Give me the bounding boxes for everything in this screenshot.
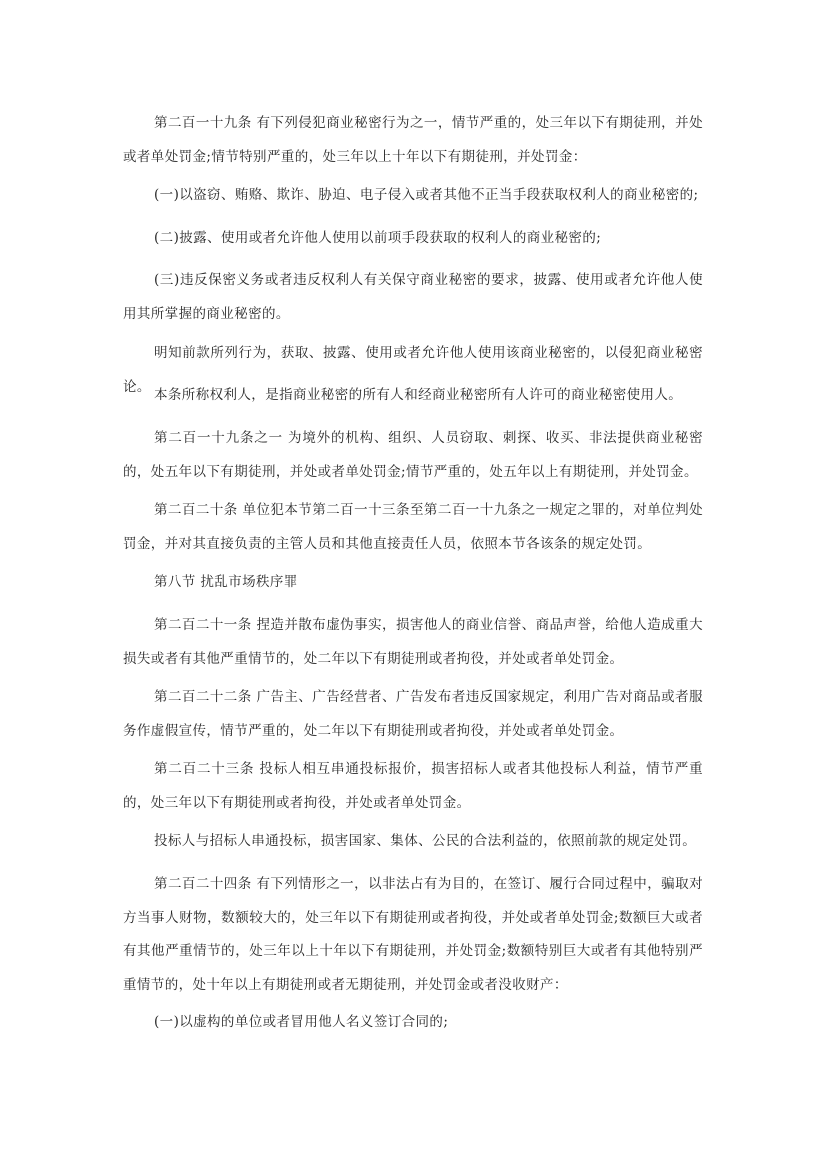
article-221: 第二百二十一条 捏造并散布虚伪事实，损害他人的商业信誉、商品声誉，给他人造成重大损失或者有其他严重情节的，处二年以下有期徒刑或者拘役，并处或者单处罚金。 bbox=[123, 617, 703, 667]
article-223: 第二百二十三条 投标人相互串通投标报价，损害招标人或者其他投标人利益，情节严重的，处三年以下有期徒刑或者拘役，并处或者单处罚金。 bbox=[123, 761, 703, 811]
section-8-heading: 第八节 扰乱市场秩序罪 bbox=[154, 574, 298, 590]
article-222: 第二百二十二条 广告主、广告经营者、广告发布者违反国家规定，利用广告对商品或者服务作虚假宣传，情节严重的，处二年以下有期徒刑或者拘役，并处或者单处罚金。 bbox=[123, 689, 703, 739]
article-219-item-2: (二)披露、使用或者允许他人使用以前项手段获取的权利人的商业秘密的; bbox=[154, 230, 602, 246]
article-219: 第二百一十九条 有下列侵犯商业秘密行为之一，情节严重的，处三年以下有期徒刑，并处或者单处罚金;情节特别严重的，处三年以上十年以下有期徒刑，并处罚金： bbox=[123, 115, 703, 165]
article-219-item-1: (一)以盗窃、贿赂、欺诈、胁迫、电子侵入或者其他不正当手段获取权利人的商业秘密的; bbox=[154, 187, 699, 203]
article-223-para-2: 投标人与招标人串通投标，损害国家、集体、公民的合法利益的，依照前款的规定处罚。 bbox=[154, 833, 697, 849]
article-219-para-3: 本条所称权利人，是指商业秘密的所有人和经商业秘密所有人许可的商业秘密使用人。 bbox=[154, 387, 683, 403]
article-224: 第二百二十四条 有下列情形之一，以非法占有为目的，在签订、履行合同过程中，骗取对方当事人财物，数额较大的，处三年以下有期徒刑或者拘役，并处或者单处罚金;数额巨大或者有其他严重情节的，处三年以上十年以下有期徒刑，并处罚金;数额特别巨大或者有其他特别严重情节的，处十年以上有期徒刑或者无期徒刑，并处罚金或者没收财产： bbox=[123, 876, 703, 993]
article-224-item-1: (一)以虚构的单位或者冒用他人名义签订合同的; bbox=[154, 1014, 449, 1030]
article-219-item-3: (三)违反保密义务或者违反权利人有关保守商业秘密的要求，披露、使用或者允许他人使用其所掌握的商业秘密的。 bbox=[123, 272, 703, 322]
article-219-1: 第二百一十九条之一 为境外的机构、组织、人员窃取、刺探、收买、非法提供商业秘密的，处五年以下有期徒刑，并处或者单处罚金;情节严重的，处五年以上有期徒刑，并处罚金。 bbox=[123, 430, 703, 480]
article-220: 第二百二十条 单位犯本节第二百一十三条至第二百一十九条之一规定之罪的，对单位判处罚金，并对其直接负责的主管人员和其他直接责任人员，依照本节各该条的规定处罚。 bbox=[123, 502, 703, 552]
article-219-para-2: 明知前款所列行为，获取、披露、使用或者允许他人使用该商业秘密的，以侵犯商业秘密论。 bbox=[123, 345, 703, 395]
